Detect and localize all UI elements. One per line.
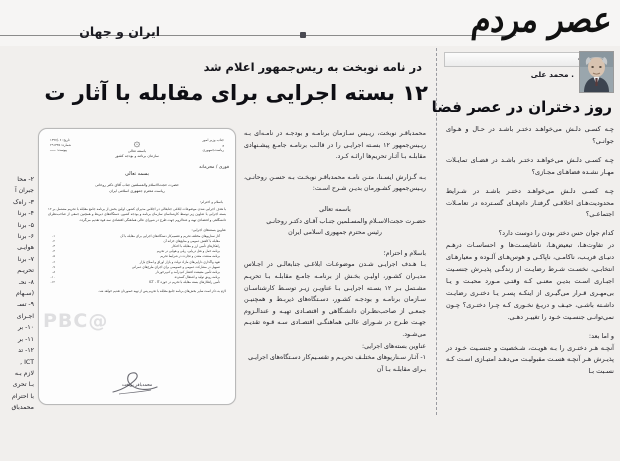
list-item-text: برنامه تأمین معیشت اقشار کم‌درآمد و کم‌برخوردار bbox=[155, 269, 220, 274]
list-item-number: ۱۲- bbox=[50, 279, 55, 284]
section-title: ایران و جهان bbox=[79, 24, 160, 39]
author-photo bbox=[579, 51, 614, 93]
list-item-number: ۷- bbox=[52, 264, 55, 269]
document-header bbox=[48, 136, 226, 166]
list-item-number: ۳- bbox=[52, 244, 55, 249]
document-meta-line: و bbox=[222, 143, 224, 147]
continuation-line: ۵- برنا bbox=[17, 221, 34, 229]
editorial-paragraph: کدام جوان حس دختر بودن را دوست دارد؟ bbox=[498, 229, 614, 238]
editorial-column bbox=[431, 46, 620, 415]
story-paragraph: بـا هـدف اجرایـی شـدن موضوعـات ابلاغـی جنابعالـی در اجـلاس مدیـران کشـور، اولیـن بخـش از برنامـه جامـع مقابلـه بـا تحریـم مشـتمل بـر ۱۲ بسـته اجرایـی بـا عناویـن زیـر توسـط کارشناسـان سـازمان برنامـه و بودجـه کشـور، دسـتگاه‌های ذیربـط و همچنیـن جمعـی از صاحب‌نظـران دانشـگاهی و اقتصـادی تهیـه و عندالـزوم جهـت طـرح در شـورای عالـی هماهنگـی اقتصـادی سـه قـوه تقدیـم می‌شـود. bbox=[244, 261, 426, 338]
continuation-line: اجـرای bbox=[16, 312, 34, 320]
masthead-bullet-icon bbox=[300, 32, 306, 38]
masthead-rule bbox=[0, 35, 516, 36]
document-addressee bbox=[48, 183, 226, 194]
document-greeting: باسلام و احترام؛ bbox=[200, 200, 223, 205]
document-attachment: پیوست: ــــــ bbox=[50, 148, 67, 152]
list-item-number: ۵- bbox=[52, 254, 55, 259]
continuation-line: ۱۰- بر bbox=[18, 324, 34, 332]
continuation-line: ۱۱- بر bbox=[18, 335, 34, 343]
continuation-line: ICT , bbox=[20, 358, 34, 366]
document-org-line: سازمان برنامه و بودجه کشور bbox=[115, 154, 159, 159]
story-headline: ۱۲ بسته اجرایی برای مقابله با آثار ت bbox=[44, 81, 428, 105]
watermark: @PBC bbox=[43, 310, 109, 332]
document-org-line: باسمه تعالی bbox=[127, 149, 147, 153]
continuation-line: ۳- راه‌ک bbox=[12, 198, 34, 206]
story-paragraph: رئیس محترم جمهوری اسلامی ایران bbox=[288, 229, 382, 237]
editorial-paragraph: چـه کسـی دلـش می‌خواهـد دختـر باشـد در حـال و هـوای جوانـی؟ bbox=[446, 125, 614, 145]
story-paragraph: باسلام و احترام؛ bbox=[383, 249, 426, 257]
document-list-heading: عناوین بسته‌های اجرایی: bbox=[191, 228, 226, 233]
signature-scribble-icon bbox=[107, 370, 167, 396]
continuation-line: تحریـم bbox=[17, 267, 34, 275]
list-item-number: ۶- bbox=[52, 259, 55, 264]
continuation-line: جبران آ bbox=[14, 187, 34, 195]
document-paragraph: با هدف اجرایی شدن موضوعات ابلاغی جنابعالی در اجلاس مدیران کشور، اولین بخش از برنامه جامع مقابله با تحریم مشتمل بر ۱۲ بسته اجرایی با عناوین زیر توسط کارشناسان سازمان برنامه و بودجه کشور، دستگاه‌های ذیربط و همچنین جمعی از صاحب‌نظران دانشگاهی و اقتصادی تهیه و عندالزوم جهت طرح در شورای عالی هماهنگی اقتصادی سه قوه تقدیم می‌گردد. bbox=[48, 207, 226, 222]
document-list-item bbox=[48, 280, 226, 285]
editorial-paragraph: در تفاوت‌هـا، تبعیض‌هـا، ناشایسـت‌ها و احساسـات درهـم دنیـای فریـب، ناکامـی، ناپاکـی و هوس‌هـای آلـوده و معیارهـای انتخابـی، نخسـت شـرط رضایـت از زندگـی پذیـرش جنسـیت اجبـاری اسـت بدیـن معنـی کـه وقتـی مـورد محبـت و یـا بی‌مهـری قـرار می‌گیـری از اینکـه پسـر یـا دختـری رضایـت داشـته باشـی، حیـف و دریـغ نخـوری کـه چـرا دختـری؟ چـون نمی‌توانـی جنسـیت خـود را تغییـر دهـی. bbox=[446, 241, 614, 321]
continuation-line: بـا تحری bbox=[12, 381, 34, 389]
iran-emblem-icon: ۞ bbox=[133, 136, 141, 149]
continuation-line: ۴- برنا bbox=[17, 210, 34, 218]
list-item-text: راهکارهای تأمین ارز و مقابله با احتکار bbox=[171, 244, 220, 249]
list-item-number: ۱- bbox=[52, 234, 55, 239]
document-organization bbox=[115, 149, 159, 159]
continuation-line: لازم بـه bbox=[14, 369, 34, 377]
list-item-text: برنامه رونق تولید و اشتغال گسترده bbox=[174, 274, 220, 279]
story-paragraph: ۱- آثـار سـناریوهای مختلـف تحریـم و تقسـیم‌کار دسـتگاه‌های اجرایـی بـرای مقابلـه بـا آن bbox=[248, 354, 426, 373]
story-continuation-column bbox=[0, 174, 34, 461]
story-paragraph: عناوین بسته‌های اجرایی: bbox=[362, 342, 426, 350]
list-item-number: ۲- bbox=[52, 239, 55, 244]
continuation-line: ۶- برنا bbox=[17, 233, 34, 241]
continuation-line: ۹- تسـ bbox=[17, 301, 34, 309]
story-paragraph: بـه گـزارش ایسـنا، متـن نامـه محمدباقـر نوبخـت بـه حسـن روحانـی، ریـیس‌جمهور کشـورمان بدیـن شـرح اسـت: bbox=[244, 173, 426, 193]
editorial-body bbox=[446, 124, 614, 378]
masthead bbox=[0, 0, 620, 46]
document-number: شماره: ۲۹۱۳۴۵ bbox=[50, 143, 72, 147]
list-item-text: تعهد واگذاری دارایی‌های مازاد دولت و بازار اوراق و اصلاح بازار bbox=[139, 259, 220, 264]
list-item-text: تأمین راهکارهای بسته مقابله با تحریم در حوزه ICT ، IT bbox=[148, 279, 220, 284]
document-meta-left bbox=[50, 138, 71, 153]
document-list bbox=[48, 234, 226, 285]
editorial-paragraph: آنچـه هـر دختـری را بـه هویـت، شـخصیت و جنسـیت خـود در پذیـرش هـر آنچـه هسـت مقبولیـت می‌دهـد امتیـازی اسـت کـه نسـبت بـا bbox=[446, 343, 614, 376]
continuation-line: ۲- محا bbox=[17, 176, 34, 183]
document-meta-right bbox=[202, 138, 224, 153]
story-paragraph: محمدباقـر نوبخت، ریـیس سـازمان برنامـه و بودجـه در نامـه‌ای بـه ریـیس‌جمهور ۱۲ بسـته اجرایـی را در قالـب برنامـه جامـع پیشـنهادی مقابلـه بـا آثـار تحریم‌ها ارائـه کـرد. bbox=[244, 130, 426, 161]
continuation-line: ۷- برنا bbox=[17, 255, 34, 263]
editorial-headline: روز دختران در عصر فضا bbox=[431, 98, 612, 116]
list-item-text: تسهیل در مشارکت عمومی و خصوصی برای اجرای طرح‌های عمرانی bbox=[131, 264, 220, 269]
list-item-number: ۸- bbox=[52, 269, 55, 274]
editorial-paragraph: چـه کسـی دلـش می‌خواهـد دختـر باشـد در شـرایط محدودیت‌هـای اخلاقـی گرفتـار دام‌هـای گسـترده در تعامـلات اجتماعـی؟ bbox=[446, 186, 614, 219]
editorial-paragraph: چـه کسـی دلـش می‌خواهـد دختـر باشـد در فضـای تمایـلات مهـار نشـده فضاهـای مجـازی؟ bbox=[446, 155, 614, 176]
story-paragraph: حضـرت حجت‌الاسـلام والمسـلمین جنـاب آقـای دکتـر روحانـی bbox=[266, 217, 426, 225]
document-closing: لازم به ذکر است سایر بخش‌های برنامه جامع مقابله با تحریم پس از تهیه حضورتان تقدیم خواهد شد. bbox=[98, 289, 226, 294]
continuation-line: ۱۲- تد bbox=[18, 347, 34, 355]
document-meta-line: ریاست‌جمهوری bbox=[202, 148, 224, 152]
list-item-text: برنامه حمل و نقل دریایی، ریلی و هوایی در تحریم bbox=[156, 249, 220, 254]
document-signature-name: محمدباقر نوبخت bbox=[121, 383, 153, 388]
document-date: تاریخ: ۱۳۹۷/۰۶ bbox=[50, 138, 70, 142]
document-addressee-line: ریاست محترم جمهوری اسلامی ایران bbox=[109, 188, 165, 193]
list-item-text: مقابله با کاهش عمومی و منابع‌های خزانه آن bbox=[163, 239, 220, 244]
story-kicker: در نامه نوبخت به ریس‌جمهور اعلام شد bbox=[203, 60, 422, 74]
list-item-number: ۱۰- bbox=[50, 274, 55, 279]
document-scan-image bbox=[38, 128, 236, 405]
editorial-author: . محمد علی bbox=[530, 70, 574, 79]
continuation-line: محمدباق bbox=[11, 404, 34, 412]
continuation-line: ۸- نحـ bbox=[18, 278, 34, 286]
document-meta-line: جناب وزیر امور bbox=[202, 138, 224, 142]
author-portrait-icon bbox=[580, 52, 613, 92]
main-story bbox=[0, 46, 432, 415]
document-addressee-line: حضرت حجت‌الاسلام والمسلمین جناب آقای دکتر روحانی bbox=[95, 183, 179, 187]
document-stamp: فوری / محرمانه bbox=[199, 165, 229, 170]
continuation-line: هوایـی bbox=[17, 244, 34, 252]
story-paragraph: باسمه تعالی bbox=[319, 205, 351, 213]
list-item-text: آثار سناریوهای مختلف تحریم و تقسیم‌کار دستگاه‌های اجرایی برای مقابله با آن bbox=[120, 234, 220, 239]
list-item-text: برنامه صنعت، معدن و تجارت در شرایط تحریم bbox=[160, 254, 220, 259]
newspaper-logo: عصر مردم bbox=[469, 0, 614, 41]
continuation-line: با احترام bbox=[12, 392, 34, 400]
story-body-column bbox=[244, 128, 426, 375]
editorial-paragraph: و اما بعد: bbox=[588, 331, 614, 340]
document-basmala: بسمه تعالی bbox=[124, 171, 150, 177]
list-item-number: ۴- bbox=[52, 249, 55, 254]
continuation-line: (سـهام bbox=[16, 290, 34, 298]
